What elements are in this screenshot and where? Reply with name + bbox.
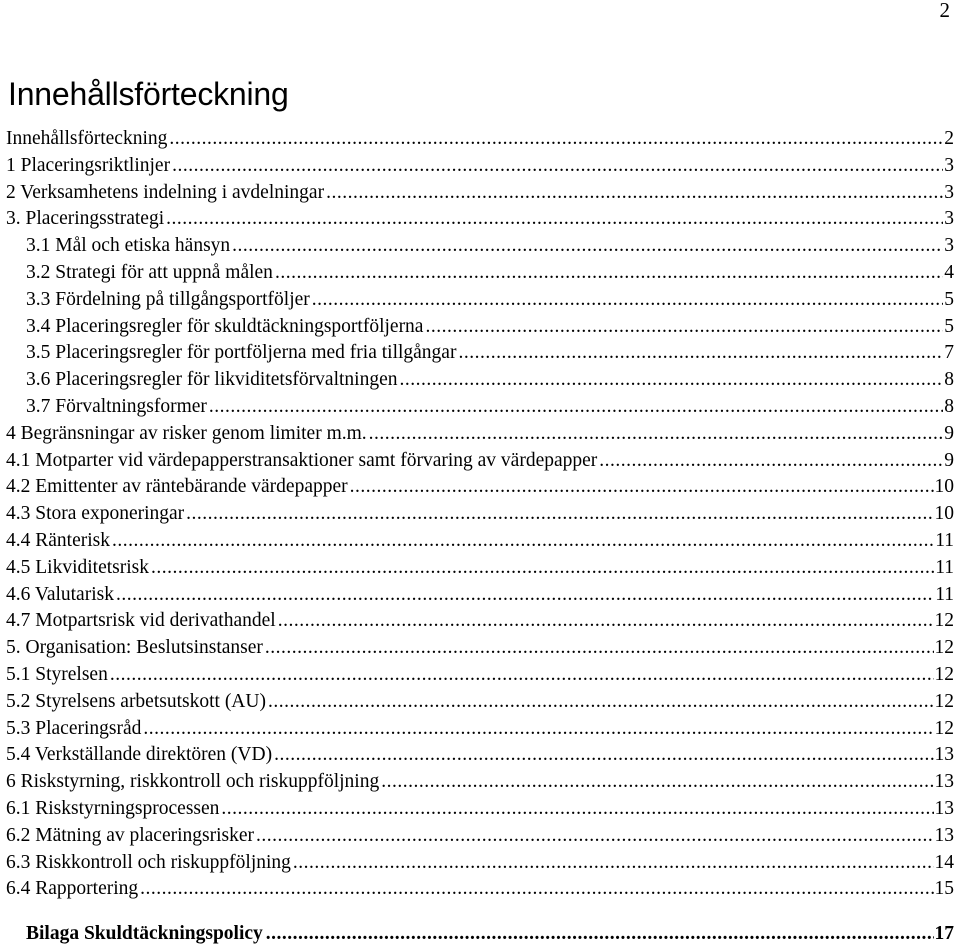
toc-entry[interactable] [6, 501, 954, 528]
toc-entry[interactable] [6, 394, 954, 421]
toc-entry[interactable] [6, 528, 954, 555]
toc-entry-page: 13 [934, 824, 954, 846]
toc-entry-title: 3.4 Placeringsregler för skuldtäckningsportföljerna [26, 315, 424, 337]
toc-entry-page: 14 [934, 851, 954, 873]
toc-entry-title: 5.1 Styrelsen [6, 663, 108, 685]
toc-entry[interactable] [6, 260, 954, 287]
toc-dot-leader [312, 287, 943, 314]
toc-dot-leader [209, 394, 943, 421]
toc-entry-title: 4.4 Ränterisk [6, 529, 110, 551]
toc-entry[interactable] [6, 742, 954, 769]
toc-dot-leader [381, 769, 933, 796]
toc-entry-page: 5 [944, 288, 954, 310]
toc-entry-page: 13 [934, 771, 954, 793]
toc-entry[interactable] [6, 340, 954, 367]
toc-entry-page: 2 [944, 128, 954, 149]
toc-entry-title: 3. Placeringsstrategi [6, 208, 165, 230]
toc-dot-leader [166, 206, 943, 233]
toc-entry-title: 3.6 Placeringsregler för likviditetsförvaltningen [26, 369, 398, 391]
toc-entry-title: 4.3 Stora exponeringar [6, 503, 185, 525]
toc-entry-page: 12 [934, 663, 954, 685]
toc-entry[interactable] [6, 555, 954, 582]
toc-dot-leader [110, 662, 934, 689]
toc-dot-leader [265, 635, 934, 662]
toc-dot-leader [293, 850, 934, 877]
toc-entry-title: 3.3 Fördelning på tillgångsportföljer [26, 288, 310, 310]
toc-entry[interactable] [6, 448, 954, 475]
toc-entry-title: 6.1 Riskstyrningsprocessen [6, 797, 220, 819]
toc-entry[interactable] [6, 287, 954, 314]
toc-entry-page: 10 [934, 476, 954, 498]
page-number: 2 [939, 0, 950, 22]
toc-dot-leader [275, 260, 943, 287]
toc-dot-leader [112, 528, 934, 555]
toc-entry[interactable] [6, 367, 954, 394]
toc-dot-leader [599, 448, 943, 475]
toc-dot-leader [458, 340, 943, 367]
toc-entry-title: 6.4 Rapportering [6, 878, 139, 900]
toc-entry[interactable] [6, 153, 954, 180]
toc-dot-leader [274, 742, 933, 769]
toc-entry-title: 4.6 Valutarisk [6, 583, 114, 605]
toc-dot-leader [256, 823, 933, 850]
toc-entry[interactable] [6, 474, 954, 501]
toc-dot-leader [221, 796, 933, 823]
toc-entry-title: 5.4 Verkställande direktören (VD) [6, 744, 273, 766]
toc-dot-leader [169, 126, 943, 153]
toc-entry-page: 5 [944, 315, 954, 337]
toc-entry-title: 3.7 Förvaltningsformer [26, 395, 207, 417]
toc-entry-page: 7 [944, 342, 954, 364]
toc-entry-page: 12 [934, 637, 954, 659]
toc-entry-page: 4 [944, 261, 954, 283]
toc-appendix-title: Bilaga Skuldtäckningspolicy [26, 923, 263, 944]
toc-entry-page: 11 [935, 556, 954, 578]
toc-entry-page: 15 [934, 878, 954, 900]
toc-dot-leader [172, 153, 943, 180]
toc-entry-page: 11 [935, 583, 954, 605]
toc-entry-title: 3.2 Strategi för att uppnå målen [26, 261, 273, 283]
toc-entry-title: 3.5 Placeringsregler för portföljerna med fria tillgångar [26, 342, 457, 364]
toc-entry-page: 12 [934, 717, 954, 739]
toc-appendix-entry[interactable] [26, 921, 954, 947]
toc-entry-page: 3 [944, 235, 954, 257]
toc-entry[interactable] [6, 126, 954, 153]
toc-entry-page: 13 [934, 797, 954, 819]
toc-entry[interactable] [6, 662, 954, 689]
toc-entry[interactable] [6, 823, 954, 850]
toc-entry-title: 6.3 Riskkontroll och riskuppföljning [6, 851, 291, 873]
toc-entry-title: 4.7 Motpartsrisk vid derivathandel [6, 610, 276, 632]
toc-entry-page: 9 [944, 422, 954, 444]
toc-entry-title: 5.2 Styrelsens arbetsutskott (AU) [6, 690, 266, 712]
toc-entry-title: 1 Placeringsriktlinjer [6, 154, 171, 176]
toc-entry[interactable] [6, 233, 954, 260]
toc-dot-leader [232, 233, 943, 260]
toc-entry[interactable] [6, 421, 954, 448]
toc-entry-page: 8 [944, 395, 954, 417]
toc-entry-page: 3 [944, 208, 954, 230]
toc-entry-page: 10 [934, 503, 954, 525]
toc-heading: Innehållsförteckning [8, 76, 289, 112]
toc-list [6, 126, 954, 903]
toc-entry-title: 4 Begränsningar av risker genom limiter m.m. [6, 422, 367, 444]
toc-entry[interactable] [6, 206, 954, 233]
toc-appendix-page: 17 [934, 923, 954, 944]
toc-entry-page: 11 [935, 529, 954, 551]
toc-entry[interactable] [6, 769, 954, 796]
toc-dot-leader [266, 921, 934, 947]
toc-entry-page: 12 [934, 690, 954, 712]
toc-entry[interactable] [6, 850, 954, 877]
toc-entry-title: 3.1 Mål och etiska hänsyn [26, 235, 231, 257]
toc-entry-page: 8 [944, 369, 954, 391]
toc-entry-title: 4.1 Motparter vid värdepapperstransaktioner samt förvaring av värdepapper [6, 449, 598, 471]
toc-entry[interactable] [6, 876, 954, 903]
toc-dot-leader [369, 421, 944, 448]
toc-entry-title: Innehållsförteckning [6, 128, 168, 149]
toc-entry[interactable] [6, 796, 954, 823]
toc-entry-title: 5. Organisation: Beslutsinstanser [6, 637, 263, 659]
toc-entry-title: 2 Verksamhetens indelning i avdelningar [6, 181, 325, 203]
toc-dot-leader [116, 582, 934, 609]
toc-entry[interactable] [6, 608, 954, 635]
toc-dot-leader [350, 474, 934, 501]
toc-dot-leader [186, 501, 933, 528]
toc-entry-page: 9 [944, 449, 954, 471]
toc-dot-leader [278, 608, 934, 635]
toc-entry-title: 6 Riskstyrning, riskkontroll och riskuppföljning [6, 771, 380, 793]
toc-entry-page: 3 [944, 181, 954, 203]
toc-entry-title: 4.2 Emittenter av räntebärande värdepapper [6, 476, 348, 498]
toc-dot-leader [140, 876, 933, 903]
toc-dot-leader [425, 314, 943, 341]
toc-entry[interactable] [6, 582, 954, 609]
toc-entry-title: 5.3 Placeringsråd [6, 717, 142, 739]
toc-entry[interactable] [6, 689, 954, 716]
toc-entry[interactable] [6, 314, 954, 341]
toc-dot-leader [143, 716, 933, 743]
toc-dot-leader [151, 555, 934, 582]
toc-dot-leader [399, 367, 943, 394]
toc-entry-page: 12 [934, 610, 954, 632]
toc-entry[interactable] [6, 635, 954, 662]
toc-entry[interactable] [6, 716, 954, 743]
toc-entry-page: 13 [934, 744, 954, 766]
toc-dot-leader [326, 180, 943, 207]
toc-entry[interactable] [6, 180, 954, 207]
toc-entry-title: 4.5 Likviditetsrisk [6, 556, 149, 578]
toc-entry-page: 3 [944, 154, 954, 176]
toc-entry-title: 6.2 Mätning av placeringsrisker [6, 824, 255, 846]
toc-dot-leader [268, 689, 934, 716]
